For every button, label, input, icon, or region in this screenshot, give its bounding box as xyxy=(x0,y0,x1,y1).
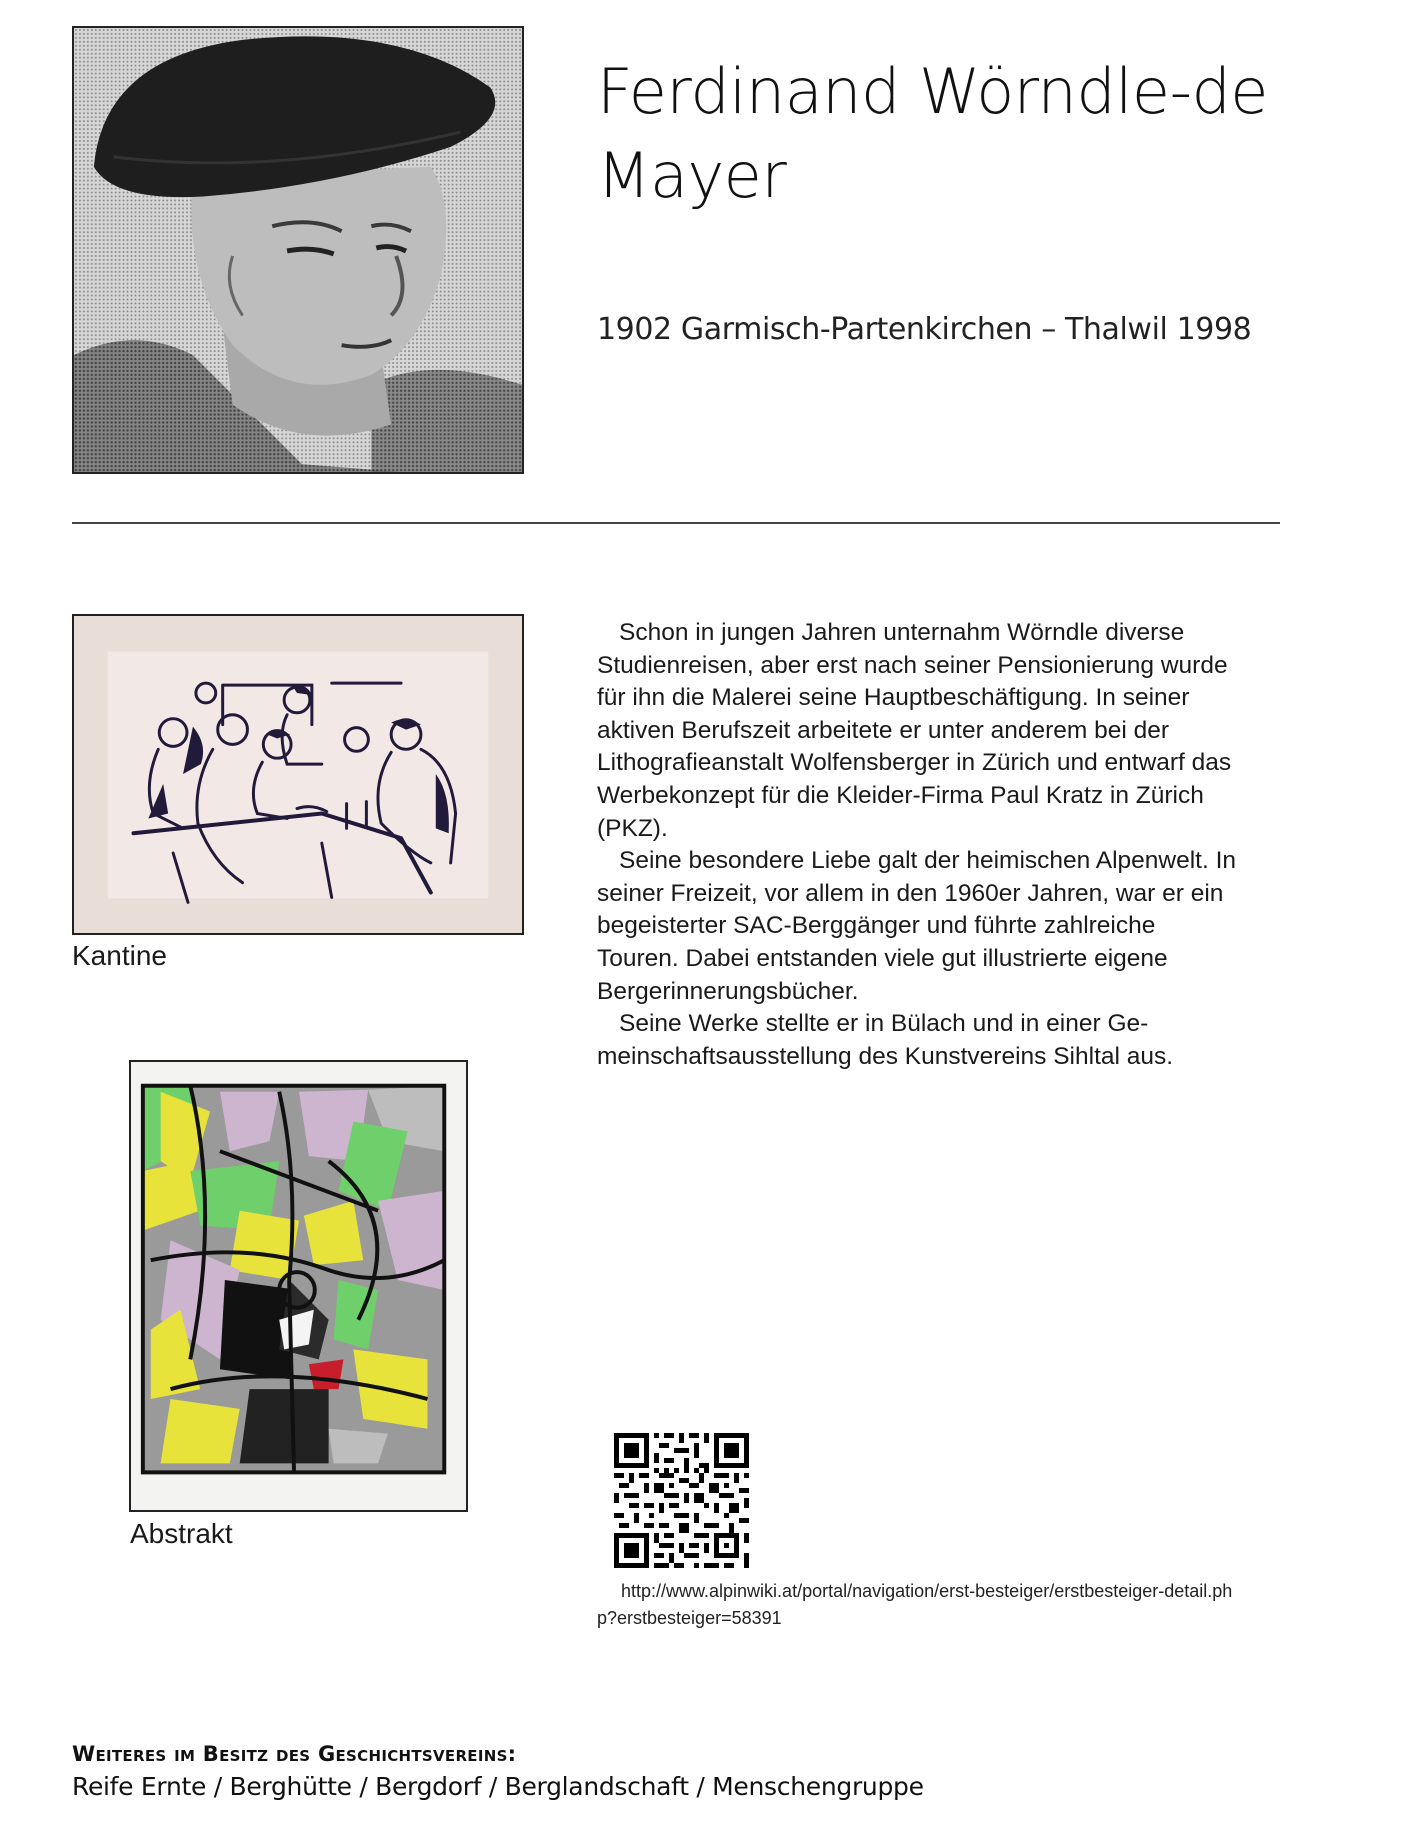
abstrakt-painting xyxy=(131,1062,466,1510)
page-title: Ferdinand Wörndle-de Mayer xyxy=(597,55,1268,212)
source-link[interactable] xyxy=(597,1578,1237,1632)
footer-heading: Weiteres im Besitz des Geschichtsvereins: xyxy=(72,1742,517,1766)
artwork-kantine-image xyxy=(72,614,524,935)
section-divider xyxy=(72,522,1280,524)
qr-code[interactable] xyxy=(614,1433,749,1568)
kantine-sketch xyxy=(74,616,522,933)
qr-code-graphic xyxy=(614,1433,749,1568)
lifespan-subtitle: 1902 Garmisch-Partenkirchen – Thalwil 1998 xyxy=(597,312,1252,347)
portrait-illustration xyxy=(74,28,522,472)
artwork-kantine-caption: Kantine xyxy=(72,940,167,971)
source-link-text[interactable]: http://www.alpinwiki.at/portal/navigation/erst-besteiger/erstbesteiger-detail.php?erstbesteiger=58391 xyxy=(597,1581,1233,1628)
bio-paragraph: Schon in jungen Jahren unternahm Wörndle diverse Studienreisen, aber erst nach seiner Pensionierung wurde für ihn die Malerei seine Hauptbeschäftigung. In seiner aktiven Berufszeit arbeitete er unter anderem bei der Lithografieanstalt Wolfensberger in Zürich und entwarf das Werbekonzept für die Kleider-Firma Paul Kratz in Zürich (PKZ). xyxy=(597,619,1232,842)
artwork-abstrakt-image xyxy=(129,1060,468,1512)
portrait-photo xyxy=(72,26,524,474)
artwork-abstrakt-caption: Abstrakt xyxy=(130,1518,233,1549)
bio-paragraph: Seine Werke stellte er in Bülach und in einer Gemeinschaftsausstellung des Kunstvereins Sihltal aus. xyxy=(597,1010,1174,1070)
biography-text xyxy=(597,617,1237,1073)
bio-paragraph: Seine besondere Liebe galt der heimischen Alpenwelt. In seiner Freizeit, vor allem in den 1960er Jahren, war er ein begeisterter SAC-Berggänger und führte zahlreiche Touren. Dabei entstanden viele gut illustrierte eigene Bergerinnerungsbücher. xyxy=(597,847,1236,1005)
footer-artwork-list: Reife Ernte / Berghütte / Bergdorf / Berglandschaft / Menschengruppe xyxy=(72,1772,924,1801)
